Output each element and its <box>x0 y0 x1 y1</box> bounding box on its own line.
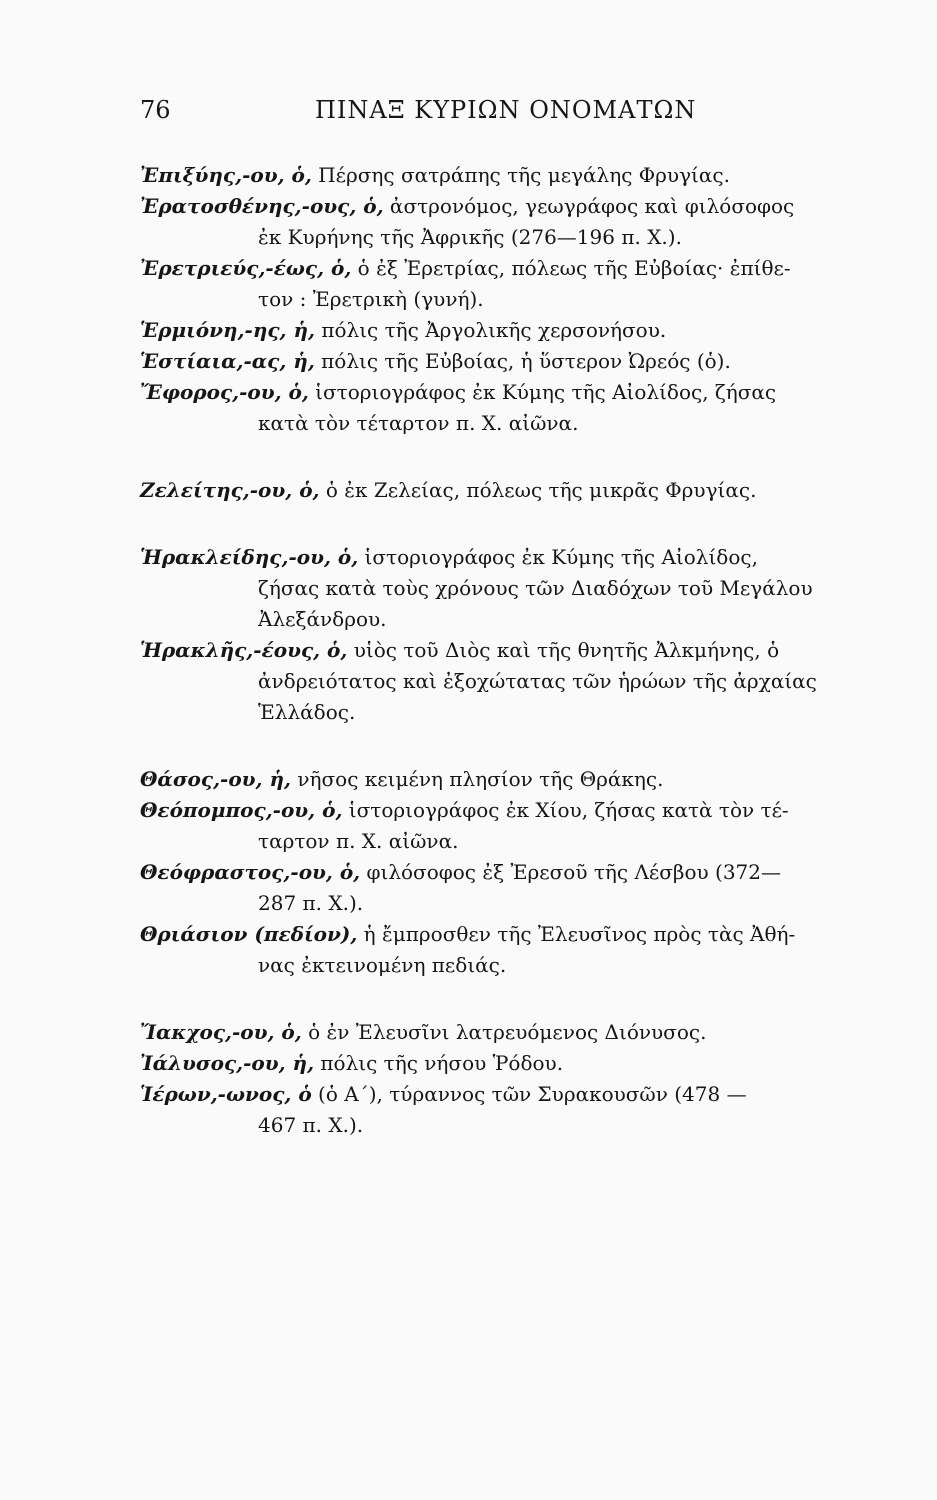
entry-continuation: Ἀλεξάνδρου. <box>258 607 387 631</box>
entry-definition: υἱὸς τοῦ Διὸς καὶ τῆς θνητῆς Ἀλκμήνης, ὁ <box>347 638 780 662</box>
index-entry <box>140 160 900 191</box>
entry-headword: Ἰάλυσος,-ου, ἡ, <box>140 1051 315 1075</box>
entry-headword: Ἐρετριεύς,-έως, ὁ, <box>140 256 352 280</box>
entry-headword: Ἐρατοσθένης,-ους, ὁ, <box>140 194 384 218</box>
entry-headword: Θεόφραστος,-ου, ὁ, <box>140 860 361 884</box>
entry-definition: ἱστοριογράφος ἐκ Κύμης τῆς Αἰολίδος, <box>358 545 758 569</box>
entry-definition: ὁ ἐξ Ἐρετρίας, πόλεως τῆς Εὐβοίας· ἐπίθε- <box>351 256 791 280</box>
entry-headword: Θάσος,-ου, ἡ, <box>140 767 291 791</box>
letter-gap <box>140 439 900 475</box>
index-entry <box>140 1048 900 1079</box>
entry-headword: Ἑρμιόνη,-ης, ἡ, <box>140 318 315 342</box>
entry-definition: ἀστρονόμος, γεωγράφος καὶ φιλόσοφος <box>383 194 795 218</box>
entry-continuation: ζήσας κατὰ τοὺς χρόνους τῶν Διαδόχων τοῦ Μεγάλου <box>258 576 813 600</box>
page-header <box>140 96 910 136</box>
entry-definition: πόλις τῆς νήσου Ῥόδου. <box>314 1051 564 1075</box>
index-entry <box>140 764 900 795</box>
index-entry <box>140 377 900 439</box>
entry-headword: Θεόπομπος,-ου, ὁ, <box>140 798 343 822</box>
entry-definition: ἡ ἔμπροσθεν τῆς Ἐλευσῖνος πρὸς τὰς Ἀθή- <box>357 922 796 946</box>
entry-headword: Ἑστίαια,-ας, ἡ, <box>140 349 315 373</box>
entry-definition: πόλις τῆς Εὐβοίας, ἡ ὕστερον Ὠρεός (ὁ). <box>314 349 731 373</box>
letter-gap <box>140 981 900 1017</box>
entry-continuation: νας ἐκτεινομένη πεδιάς. <box>258 953 507 977</box>
entry-definition: (ὁ Α΄), τύραννος τῶν Συρακουσῶν (478 — <box>311 1082 747 1106</box>
entry-headword: Ἡρακλῆς,-έους, ὁ, <box>140 638 348 662</box>
index-entry <box>140 542 900 635</box>
entry-definition: ὁ ἐν Ἐλευσῖνι λατρευόμενος Διόνυσος. <box>301 1020 707 1044</box>
entry-definition: φιλόσοφος ἐξ Ἐρεσοῦ τῆς Λέσβου (372— <box>360 860 782 884</box>
entry-definition: ἱστοριογράφος ἐκ Κύμης τῆς Αἰολίδος, ζήσας <box>308 380 777 404</box>
index-entry <box>140 191 900 253</box>
entry-definition: ὁ ἐκ Ζελείας, πόλεως τῆς μικρᾶς Φρυγίας. <box>319 478 757 502</box>
entry-headword: Ἐπιξύης,-ου, ὁ, <box>140 163 312 187</box>
index-entry <box>140 253 900 315</box>
index-entries <box>140 160 900 1141</box>
index-entry <box>140 919 900 981</box>
entry-definition: ἱστοριογράφος ἐκ Χίου, ζήσας κατὰ τὸν τέ- <box>342 798 789 822</box>
entry-definition: νῆσος κειμένη πλησίον τῆς Θράκης. <box>291 767 664 791</box>
entry-definition: Πέρσης σατράπης τῆς μεγάλης Φρυγίας. <box>311 163 730 187</box>
index-entry <box>140 315 900 346</box>
index-entry <box>140 635 900 728</box>
letter-gap <box>140 728 900 764</box>
entry-headword: Θριάσιον (πεδίον), <box>140 922 358 946</box>
index-entry <box>140 346 900 377</box>
index-entry <box>140 475 900 506</box>
letter-gap <box>140 506 900 542</box>
entry-continuation: τον : Ἐρετρικὴ (γυνή). <box>258 287 484 311</box>
entry-continuation: ταρτον π. Χ. αἰῶνα. <box>258 829 459 853</box>
index-entry <box>140 857 900 919</box>
running-title: ΠΙΝΑΞ ΚΥΡΙΩΝ ΟΝΟΜΑΤΩΝ <box>315 96 697 124</box>
entry-continuation: 467 π. Χ.). <box>258 1113 364 1137</box>
page-number: 76 <box>140 96 171 124</box>
entry-headword: Ἔφορος,-ου, ὁ, <box>140 380 309 404</box>
entry-headword: Ἡρακλείδης,-ου, ὁ, <box>140 545 359 569</box>
entry-continuation: κατὰ τὸν τέταρτον π. Χ. αἰῶνα. <box>258 411 579 435</box>
entry-headword: Ἴακχος,-ου, ὁ, <box>140 1020 302 1044</box>
index-entry <box>140 1079 900 1141</box>
entry-continuation: ἐκ Κυρήνης τῆς Ἀφρικῆς (276—196 π. Χ.). <box>258 225 682 249</box>
entry-headword: Ζελείτης,-ου, ὁ, <box>140 478 320 502</box>
entry-continuation: ἀνδρειότατος καὶ ἐξοχώτατας τῶν ἡρώων τῆς ἀρχαίας <box>258 669 817 693</box>
index-entry <box>140 1017 900 1048</box>
index-entry <box>140 795 900 857</box>
entry-headword: Ἱέρων,-ωνος, ὁ <box>140 1082 312 1106</box>
entry-continuation: Ἑλλάδος. <box>258 700 356 724</box>
entry-continuation: 287 π. Χ.). <box>258 891 364 915</box>
entry-definition: πόλις τῆς Ἀργολικῆς χερσονήσου. <box>314 318 667 342</box>
